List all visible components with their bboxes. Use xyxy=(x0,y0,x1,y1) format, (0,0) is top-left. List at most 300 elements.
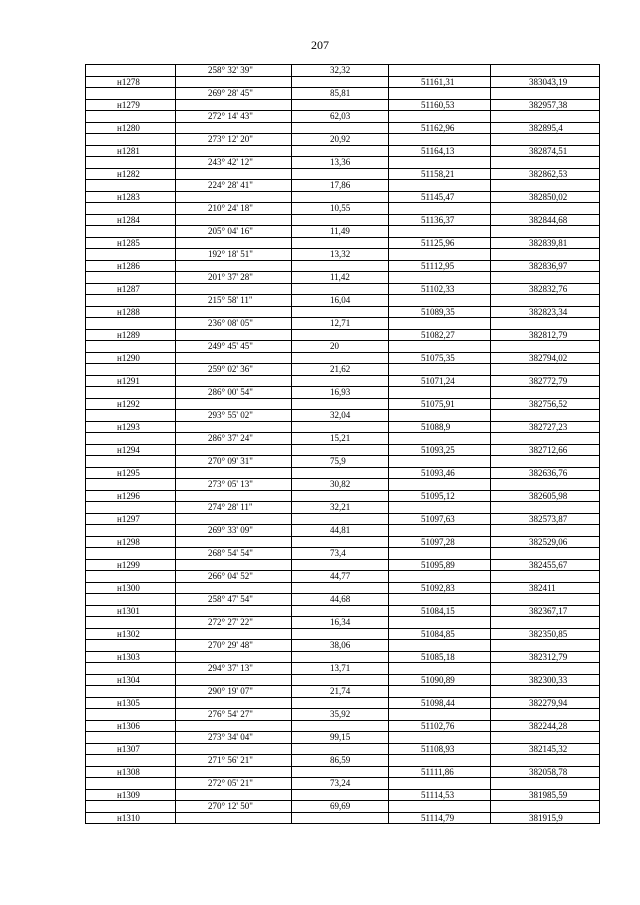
point-name-cell xyxy=(86,249,176,261)
point-name-cell: н1287 xyxy=(86,283,176,295)
distance-cell xyxy=(292,283,389,295)
direction-angle-cell xyxy=(176,444,292,456)
direction-angle-cell: 224° 28' 41" xyxy=(176,180,292,192)
point-name-cell: н1307 xyxy=(86,743,176,755)
point-name-cell xyxy=(86,732,176,744)
point-name-cell xyxy=(86,571,176,583)
distance-cell: 13,32 xyxy=(292,249,389,261)
distance-cell xyxy=(292,651,389,663)
y-coordinate-cell: 382812,79 xyxy=(491,329,600,341)
direction-angle-cell: 270° 12' 50" xyxy=(176,801,292,813)
distance-cell xyxy=(292,674,389,686)
x-coordinate-cell: 51095,89 xyxy=(389,559,491,571)
table-row xyxy=(86,743,600,755)
table-row xyxy=(86,157,600,169)
x-coordinate-cell xyxy=(389,571,491,583)
distance-cell xyxy=(292,237,389,249)
distance-cell xyxy=(292,605,389,617)
point-name-cell: н1309 xyxy=(86,789,176,801)
point-name-cell: н1303 xyxy=(86,651,176,663)
table-row xyxy=(86,341,600,353)
x-coordinate-cell xyxy=(389,341,491,353)
direction-angle-cell: 236° 08' 05" xyxy=(176,318,292,330)
x-coordinate-cell xyxy=(389,640,491,652)
distance-cell xyxy=(292,513,389,525)
x-coordinate-cell: 51075,35 xyxy=(389,352,491,364)
distance-cell: 13,71 xyxy=(292,663,389,675)
point-name-cell: н1306 xyxy=(86,720,176,732)
direction-angle-cell: 293° 55' 02" xyxy=(176,410,292,422)
table-row xyxy=(86,364,600,376)
x-coordinate-cell: 51085,18 xyxy=(389,651,491,663)
distance-cell xyxy=(292,467,389,479)
table-row xyxy=(86,548,600,560)
distance-cell xyxy=(292,812,389,824)
distance-cell: 21,74 xyxy=(292,686,389,698)
coordinates-table-body xyxy=(86,65,600,824)
direction-angle-cell xyxy=(176,398,292,410)
direction-angle-cell xyxy=(176,329,292,341)
direction-angle-cell xyxy=(176,490,292,502)
x-coordinate-cell: 51084,85 xyxy=(389,628,491,640)
x-coordinate-cell xyxy=(389,410,491,422)
direction-angle-cell: 274° 28' 11" xyxy=(176,502,292,514)
point-name-cell: н1281 xyxy=(86,145,176,157)
y-coordinate-cell: 383043,19 xyxy=(491,76,600,88)
table-row xyxy=(86,536,600,548)
distance-cell xyxy=(292,145,389,157)
point-name-cell xyxy=(86,226,176,238)
direction-angle-cell xyxy=(176,720,292,732)
table-row xyxy=(86,444,600,456)
table-row xyxy=(86,306,600,318)
table-row xyxy=(86,203,600,215)
point-name-cell: н1280 xyxy=(86,122,176,134)
distance-cell: 86,59 xyxy=(292,755,389,767)
x-coordinate-cell: 51108,93 xyxy=(389,743,491,755)
table-row xyxy=(86,410,600,422)
x-coordinate-cell xyxy=(389,732,491,744)
direction-angle-cell: 273° 12' 20" xyxy=(176,134,292,146)
x-coordinate-cell: 51097,63 xyxy=(389,513,491,525)
table-row xyxy=(86,260,600,272)
direction-angle-cell: 272° 27' 22" xyxy=(176,617,292,629)
x-coordinate-cell xyxy=(389,88,491,100)
x-coordinate-cell: 51161,31 xyxy=(389,76,491,88)
point-name-cell: н1295 xyxy=(86,467,176,479)
x-coordinate-cell: 51088,9 xyxy=(389,421,491,433)
direction-angle-cell: 294° 37' 13" xyxy=(176,663,292,675)
y-coordinate-cell: 382756,52 xyxy=(491,398,600,410)
x-coordinate-cell xyxy=(389,387,491,399)
y-coordinate-cell: 382895,4 xyxy=(491,122,600,134)
point-name-cell: н1293 xyxy=(86,421,176,433)
y-coordinate-cell xyxy=(491,571,600,583)
x-coordinate-cell xyxy=(389,548,491,560)
x-coordinate-cell xyxy=(389,594,491,606)
table-row xyxy=(86,398,600,410)
table-row xyxy=(86,571,600,583)
point-name-cell: н1296 xyxy=(86,490,176,502)
y-coordinate-cell: 381985,59 xyxy=(491,789,600,801)
y-coordinate-cell: 382367,17 xyxy=(491,605,600,617)
point-name-cell: н1291 xyxy=(86,375,176,387)
direction-angle-cell: 205° 04' 16" xyxy=(176,226,292,238)
x-coordinate-cell xyxy=(389,456,491,468)
table-row xyxy=(86,65,600,77)
point-name-cell: н1298 xyxy=(86,536,176,548)
y-coordinate-cell xyxy=(491,387,600,399)
y-coordinate-cell: 382832,76 xyxy=(491,283,600,295)
distance-cell: 21,62 xyxy=(292,364,389,376)
point-name-cell: н1308 xyxy=(86,766,176,778)
direction-angle-cell xyxy=(176,628,292,640)
table-row xyxy=(86,318,600,330)
x-coordinate-cell xyxy=(389,801,491,813)
y-coordinate-cell xyxy=(491,502,600,514)
y-coordinate-cell xyxy=(491,594,600,606)
table-row xyxy=(86,237,600,249)
distance-cell: 20 xyxy=(292,341,389,353)
point-name-cell: н1285 xyxy=(86,237,176,249)
x-coordinate-cell: 51093,25 xyxy=(389,444,491,456)
direction-angle-cell xyxy=(176,122,292,134)
x-coordinate-cell xyxy=(389,663,491,675)
direction-angle-cell: 192° 18' 51" xyxy=(176,249,292,261)
y-coordinate-cell: 382712,66 xyxy=(491,444,600,456)
coordinates-table xyxy=(85,64,600,824)
direction-angle-cell: 258° 32' 39" xyxy=(176,65,292,77)
distance-cell xyxy=(292,582,389,594)
table-row xyxy=(86,180,600,192)
y-coordinate-cell xyxy=(491,295,600,307)
table-row xyxy=(86,766,600,778)
table-row xyxy=(86,640,600,652)
direction-angle-cell xyxy=(176,237,292,249)
distance-cell xyxy=(292,697,389,709)
y-coordinate-cell xyxy=(491,318,600,330)
y-coordinate-cell: 382839,81 xyxy=(491,237,600,249)
table-row xyxy=(86,789,600,801)
distance-cell: 16,34 xyxy=(292,617,389,629)
y-coordinate-cell: 382573,87 xyxy=(491,513,600,525)
point-name-cell xyxy=(86,686,176,698)
table-row xyxy=(86,99,600,111)
x-coordinate-cell xyxy=(389,502,491,514)
direction-angle-cell: 290° 19' 07" xyxy=(176,686,292,698)
y-coordinate-cell xyxy=(491,111,600,123)
direction-angle-cell xyxy=(176,375,292,387)
table-row xyxy=(86,88,600,100)
x-coordinate-cell: 51092,83 xyxy=(389,582,491,594)
table-row xyxy=(86,433,600,445)
direction-angle-cell xyxy=(176,513,292,525)
y-coordinate-cell xyxy=(491,364,600,376)
direction-angle-cell xyxy=(176,467,292,479)
distance-cell: 11,49 xyxy=(292,226,389,238)
table-row xyxy=(86,387,600,399)
direction-angle-cell: 269° 33' 09" xyxy=(176,525,292,537)
point-name-cell xyxy=(86,364,176,376)
x-coordinate-cell xyxy=(389,686,491,698)
distance-cell xyxy=(292,789,389,801)
point-name-cell xyxy=(86,502,176,514)
direction-angle-cell: 272° 05' 21" xyxy=(176,778,292,790)
point-name-cell: н1290 xyxy=(86,352,176,364)
distance-cell xyxy=(292,536,389,548)
y-coordinate-cell xyxy=(491,134,600,146)
y-coordinate-cell xyxy=(491,433,600,445)
y-coordinate-cell: 382455,67 xyxy=(491,559,600,571)
point-name-cell xyxy=(86,479,176,491)
y-coordinate-cell: 382727,23 xyxy=(491,421,600,433)
x-coordinate-cell: 51084,15 xyxy=(389,605,491,617)
direction-angle-cell: 258° 47' 54" xyxy=(176,594,292,606)
y-coordinate-cell: 382244,28 xyxy=(491,720,600,732)
point-name-cell xyxy=(86,709,176,721)
distance-cell xyxy=(292,766,389,778)
table-row xyxy=(86,720,600,732)
y-coordinate-cell xyxy=(491,686,600,698)
table-row xyxy=(86,375,600,387)
table-row xyxy=(86,582,600,594)
direction-angle-cell xyxy=(176,191,292,203)
point-name-cell: н1310 xyxy=(86,812,176,824)
x-coordinate-cell xyxy=(389,778,491,790)
y-coordinate-cell xyxy=(491,203,600,215)
distance-cell: 32,32 xyxy=(292,65,389,77)
table-row xyxy=(86,732,600,744)
x-coordinate-cell: 51114,79 xyxy=(389,812,491,824)
direction-angle-cell xyxy=(176,743,292,755)
table-row xyxy=(86,456,600,468)
distance-cell: 35,92 xyxy=(292,709,389,721)
x-coordinate-cell xyxy=(389,111,491,123)
distance-cell xyxy=(292,490,389,502)
table-row xyxy=(86,122,600,134)
direction-angle-cell xyxy=(176,168,292,180)
point-name-cell xyxy=(86,617,176,629)
distance-cell xyxy=(292,743,389,755)
x-coordinate-cell xyxy=(389,203,491,215)
point-name-cell xyxy=(86,755,176,767)
table-row xyxy=(86,214,600,226)
distance-cell xyxy=(292,214,389,226)
table-row xyxy=(86,594,600,606)
point-name-cell: н1302 xyxy=(86,628,176,640)
x-coordinate-cell: 51082,27 xyxy=(389,329,491,341)
table-row xyxy=(86,226,600,238)
x-coordinate-cell xyxy=(389,226,491,238)
x-coordinate-cell: 51075,91 xyxy=(389,398,491,410)
direction-angle-cell xyxy=(176,99,292,111)
y-coordinate-cell: 382844,68 xyxy=(491,214,600,226)
point-name-cell xyxy=(86,456,176,468)
distance-cell: 10,55 xyxy=(292,203,389,215)
y-coordinate-cell: 382279,94 xyxy=(491,697,600,709)
table-row xyxy=(86,686,600,698)
y-coordinate-cell: 382605,98 xyxy=(491,490,600,502)
direction-angle-cell xyxy=(176,651,292,663)
distance-cell: 38,06 xyxy=(292,640,389,652)
y-coordinate-cell: 382350,85 xyxy=(491,628,600,640)
distance-cell xyxy=(292,122,389,134)
x-coordinate-cell: 51071,24 xyxy=(389,375,491,387)
table-row xyxy=(86,295,600,307)
distance-cell: 32,04 xyxy=(292,410,389,422)
point-name-cell: н1282 xyxy=(86,168,176,180)
direction-angle-cell: 269° 28' 45" xyxy=(176,88,292,100)
point-name-cell xyxy=(86,525,176,537)
direction-angle-cell: 201° 37' 28" xyxy=(176,272,292,284)
x-coordinate-cell xyxy=(389,180,491,192)
x-coordinate-cell: 51162,96 xyxy=(389,122,491,134)
table-row xyxy=(86,617,600,629)
table-row xyxy=(86,812,600,824)
direction-angle-cell: 286° 00' 54" xyxy=(176,387,292,399)
point-name-cell xyxy=(86,295,176,307)
table-row xyxy=(86,525,600,537)
distance-cell: 17,86 xyxy=(292,180,389,192)
x-coordinate-cell xyxy=(389,65,491,77)
direction-angle-cell xyxy=(176,582,292,594)
y-coordinate-cell xyxy=(491,157,600,169)
y-coordinate-cell: 382874,51 xyxy=(491,145,600,157)
distance-cell: 32,21 xyxy=(292,502,389,514)
direction-angle-cell xyxy=(176,306,292,318)
table-row xyxy=(86,674,600,686)
table-row xyxy=(86,605,600,617)
point-name-cell xyxy=(86,594,176,606)
y-coordinate-cell: 382823,34 xyxy=(491,306,600,318)
y-coordinate-cell: 382836,97 xyxy=(491,260,600,272)
x-coordinate-cell xyxy=(389,479,491,491)
point-name-cell: н1300 xyxy=(86,582,176,594)
distance-cell xyxy=(292,306,389,318)
y-coordinate-cell: 381915,9 xyxy=(491,812,600,824)
distance-cell xyxy=(292,444,389,456)
direction-angle-cell: 272° 14' 43" xyxy=(176,111,292,123)
y-coordinate-cell xyxy=(491,249,600,261)
direction-angle-cell xyxy=(176,697,292,709)
x-coordinate-cell: 51164,13 xyxy=(389,145,491,157)
x-coordinate-cell: 51097,28 xyxy=(389,536,491,548)
x-coordinate-cell: 51098,44 xyxy=(389,697,491,709)
point-name-cell: н1292 xyxy=(86,398,176,410)
table-row xyxy=(86,76,600,88)
point-name-cell: н1278 xyxy=(86,76,176,88)
direction-angle-cell: 243° 42' 12" xyxy=(176,157,292,169)
y-coordinate-cell: 382058,78 xyxy=(491,766,600,778)
point-name-cell xyxy=(86,663,176,675)
direction-angle-cell xyxy=(176,559,292,571)
x-coordinate-cell: 51114,53 xyxy=(389,789,491,801)
direction-angle-cell xyxy=(176,283,292,295)
x-coordinate-cell: 51111,86 xyxy=(389,766,491,778)
x-coordinate-cell xyxy=(389,157,491,169)
distance-cell: 73,24 xyxy=(292,778,389,790)
table-row xyxy=(86,513,600,525)
x-coordinate-cell xyxy=(389,272,491,284)
point-name-cell: н1289 xyxy=(86,329,176,341)
point-name-cell xyxy=(86,433,176,445)
distance-cell: 73,4 xyxy=(292,548,389,560)
direction-angle-cell xyxy=(176,536,292,548)
distance-cell xyxy=(292,191,389,203)
direction-angle-cell xyxy=(176,812,292,824)
point-name-cell xyxy=(86,272,176,284)
point-name-cell: н1294 xyxy=(86,444,176,456)
y-coordinate-cell: 382300,33 xyxy=(491,674,600,686)
direction-angle-cell xyxy=(176,674,292,686)
table-row xyxy=(86,329,600,341)
y-coordinate-cell xyxy=(491,801,600,813)
y-coordinate-cell xyxy=(491,479,600,491)
y-coordinate-cell xyxy=(491,410,600,422)
y-coordinate-cell xyxy=(491,640,600,652)
y-coordinate-cell xyxy=(491,548,600,560)
point-name-cell: н1304 xyxy=(86,674,176,686)
y-coordinate-cell xyxy=(491,709,600,721)
y-coordinate-cell xyxy=(491,180,600,192)
distance-cell: 75,9 xyxy=(292,456,389,468)
x-coordinate-cell: 51102,76 xyxy=(389,720,491,732)
direction-angle-cell: 259° 02' 36" xyxy=(176,364,292,376)
x-coordinate-cell: 51125,96 xyxy=(389,237,491,249)
table-row xyxy=(86,249,600,261)
y-coordinate-cell: 382772,79 xyxy=(491,375,600,387)
table-row xyxy=(86,651,600,663)
distance-cell: 20,92 xyxy=(292,134,389,146)
distance-cell: 30,82 xyxy=(292,479,389,491)
table-row xyxy=(86,755,600,767)
distance-cell: 16,93 xyxy=(292,387,389,399)
table-row xyxy=(86,502,600,514)
point-name-cell xyxy=(86,318,176,330)
table-row xyxy=(86,559,600,571)
distance-cell xyxy=(292,398,389,410)
point-name-cell xyxy=(86,548,176,560)
point-name-cell xyxy=(86,341,176,353)
distance-cell xyxy=(292,260,389,272)
table-row xyxy=(86,709,600,721)
point-name-cell xyxy=(86,65,176,77)
direction-angle-cell: 268° 54' 54" xyxy=(176,548,292,560)
y-coordinate-cell: 382529,06 xyxy=(491,536,600,548)
direction-angle-cell xyxy=(176,260,292,272)
y-coordinate-cell xyxy=(491,456,600,468)
y-coordinate-cell xyxy=(491,663,600,675)
distance-cell xyxy=(292,559,389,571)
table-row xyxy=(86,479,600,491)
distance-cell xyxy=(292,421,389,433)
x-coordinate-cell: 51089,35 xyxy=(389,306,491,318)
table-row xyxy=(86,663,600,675)
distance-cell: 99,15 xyxy=(292,732,389,744)
x-coordinate-cell xyxy=(389,249,491,261)
x-coordinate-cell xyxy=(389,318,491,330)
x-coordinate-cell: 51136,37 xyxy=(389,214,491,226)
y-coordinate-cell xyxy=(491,732,600,744)
distance-cell: 16,04 xyxy=(292,295,389,307)
table-row xyxy=(86,145,600,157)
x-coordinate-cell: 51090,89 xyxy=(389,674,491,686)
table-row xyxy=(86,111,600,123)
x-coordinate-cell: 51095,12 xyxy=(389,490,491,502)
direction-angle-cell: 270° 29' 48" xyxy=(176,640,292,652)
direction-angle-cell: 276° 54' 27" xyxy=(176,709,292,721)
direction-angle-cell xyxy=(176,421,292,433)
